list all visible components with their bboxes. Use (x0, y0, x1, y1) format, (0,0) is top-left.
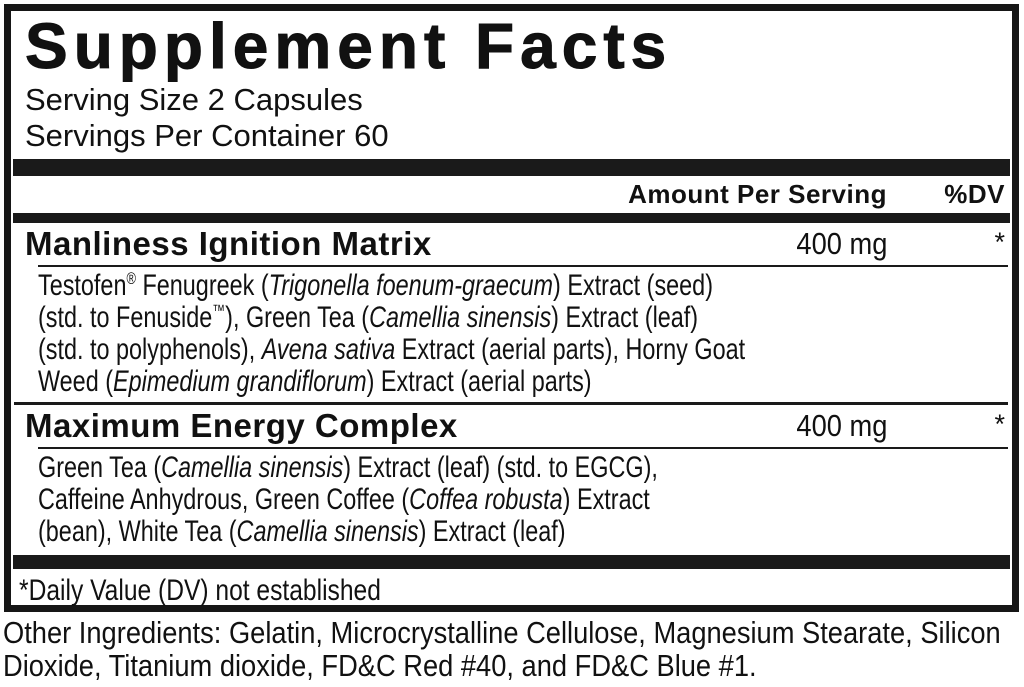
matrix-amount: 400 mg (796, 226, 887, 261)
supplement-facts-panel (4, 4, 1019, 612)
text-line: Green Tea (Camellia sinensis) Extract (leaf) (std. to EGCG), (38, 451, 658, 484)
matrix-name: Maximum Energy Complex (25, 407, 458, 444)
serving-info (11, 82, 1012, 154)
text-line: (std. to Fenuside™), Green Tea (Camellia sinensis) Extract (leaf) (38, 301, 699, 334)
matrix-dv-asterisk: * (994, 409, 1005, 439)
text-line: Weed (Epimedium grandiflorum) Extract (aerial parts) (38, 365, 592, 398)
text-line: Testofen® Fenugreek (Trigonella foenum-graecum) Extract (seed) (38, 269, 713, 302)
divider-thick-top (13, 159, 1010, 176)
text-line: (bean), White Tea (Camellia sinensis) Extract (leaf) (38, 515, 566, 548)
energy-ingredient-list (38, 452, 1008, 548)
percent-dv-header: %DV (944, 179, 1005, 209)
rule-under-manliness-title (38, 265, 1008, 267)
supplement-facts-title: Supplement Facts (25, 10, 673, 82)
matrix-amount: 400 mg (796, 408, 887, 443)
daily-value-footnote: *Daily Value (DV) not established (19, 574, 381, 607)
matrix-name: Manliness Ignition Matrix (25, 225, 432, 262)
matrix-dv-asterisk: * (994, 227, 1005, 257)
servings-per-container-text: Servings Per Container 60 (25, 118, 389, 153)
divider-thick-bottom (13, 555, 1010, 569)
manliness-ingredient-list (38, 270, 1008, 398)
amount-per-serving-header: Amount Per Serving (628, 179, 887, 209)
other-ingredients-text (3, 616, 1024, 682)
serving-size-text: Serving Size 2 Capsules (25, 82, 363, 117)
text-line: Dioxide, Titanium dioxide, FD&C Red #40, and FD&C Blue #1. (3, 648, 757, 683)
text-line: Caffeine Anhydrous, Green Coffee (Coffea robusta) Extract (38, 483, 650, 516)
divider-medium (13, 213, 1010, 223)
text-line: Other Ingredients: Gelatin, Microcrystalline Cellulose, Magnesium Stearate, Silicon (3, 615, 1001, 650)
matrix-row-maximum-energy (11, 405, 1012, 447)
rule-under-energy-title (38, 447, 1008, 449)
column-header-row (11, 176, 1012, 213)
matrix-row-manliness-ignition (11, 223, 1012, 265)
text-line: (std. to polyphenols), Avena sativa Extract (aerial parts), Horny Goat (38, 333, 746, 366)
